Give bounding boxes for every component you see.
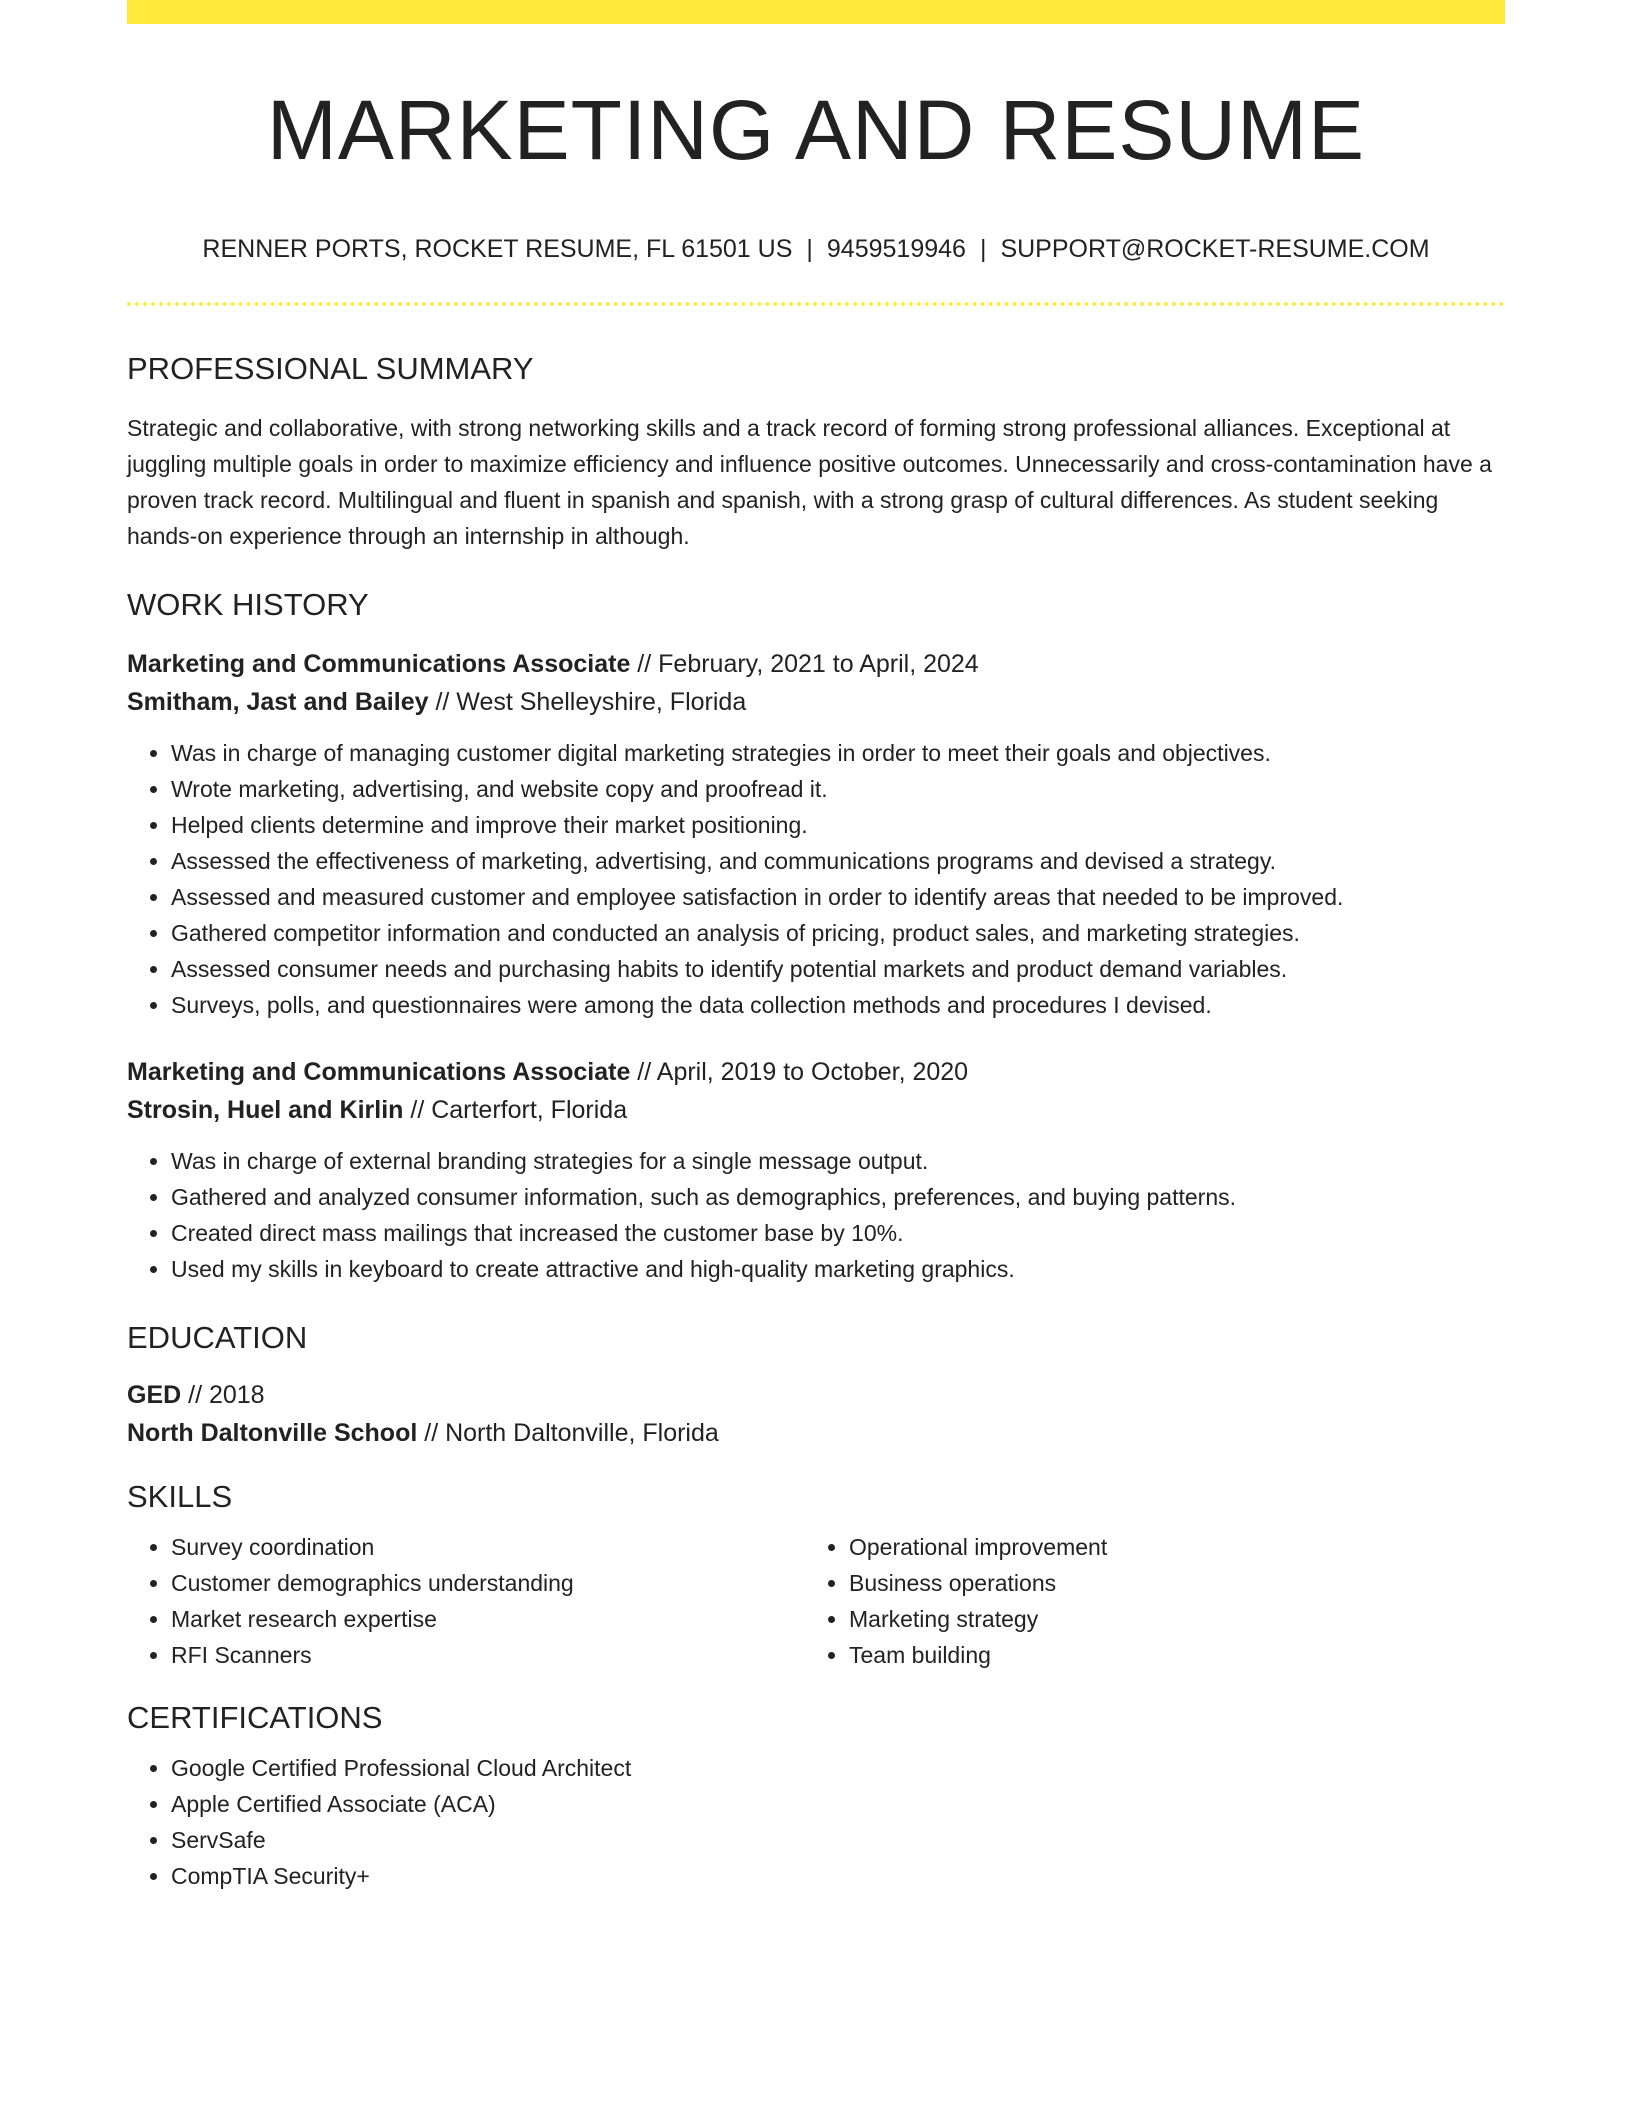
job-bullet: • Assessed and measured customer and employee satisfaction in order to identify areas that needed to be improved. xyxy=(171,879,1505,915)
certification-item: • CompTIA Security+ xyxy=(171,1858,1505,1894)
skills-column-left xyxy=(127,1529,805,1673)
job-company: Smitham, Jast and Bailey xyxy=(127,687,429,716)
contact-separator: | xyxy=(806,235,813,264)
contact-line xyxy=(127,234,1505,264)
skill-item: • Business operations xyxy=(849,1565,1483,1601)
job-bullet: • Wrote marketing, advertising, and website copy and proofread it. xyxy=(171,771,1505,807)
skill-item: • Market research expertise xyxy=(171,1601,805,1637)
top-accent-bar xyxy=(127,0,1505,24)
work-history-heading: WORK HISTORY xyxy=(127,586,369,622)
skills-heading: SKILLS xyxy=(127,1478,233,1514)
resume-name: MARKETING AND RESUME xyxy=(266,83,1366,177)
summary-heading: PROFESSIONAL SUMMARY xyxy=(127,351,534,387)
education-entry xyxy=(127,1376,1505,1452)
job-bullet: • Used my skills in keyboard to create attractive and high-quality marketing graphics. xyxy=(171,1251,1505,1287)
certifications-heading: CERTIFICATIONS xyxy=(127,1700,383,1736)
header-divider xyxy=(127,302,1505,306)
job-entry xyxy=(127,645,1505,1023)
job-company-line xyxy=(127,1091,1505,1129)
job-bullet: • Was in charge of managing customer digital marketing strategies in order to meet their goals and objectives. xyxy=(171,735,1505,771)
certification-item: • ServSafe xyxy=(171,1822,1505,1858)
job-dates: // February, 2021 to April, 2024 xyxy=(630,649,979,678)
job-company-line xyxy=(127,683,1505,721)
skills-list-right xyxy=(805,1529,1483,1673)
skills-columns xyxy=(127,1529,1505,1673)
job-title-line xyxy=(127,1053,1505,1091)
skill-item: • Survey coordination xyxy=(171,1529,805,1565)
education-location: // North Daltonville, Florida xyxy=(417,1418,719,1447)
skill-item: • Operational improvement xyxy=(849,1529,1483,1565)
job-bullets xyxy=(127,735,1505,1023)
skills-column-right xyxy=(805,1529,1483,1673)
education-school-line xyxy=(127,1414,1505,1452)
job-location: // Carterfort, Florida xyxy=(403,1095,628,1124)
education-heading: EDUCATION xyxy=(127,1319,308,1355)
education-degree-line xyxy=(127,1376,1505,1414)
job-bullet: • Helped clients determine and improve their market positioning. xyxy=(171,807,1505,843)
job-entry xyxy=(127,1053,1505,1287)
job-company: Strosin, Huel and Kirlin xyxy=(127,1095,404,1124)
certifications-list xyxy=(127,1750,1505,1894)
job-title-line xyxy=(127,645,1505,683)
certification-item: • Apple Certified Associate (ACA) xyxy=(171,1786,1505,1822)
summary-text: Strategic and collaborative, with strong networking skills and a track record of forming strong professional alliances. Exceptional at juggling multiple goals in order to maximize efficiency and influence positive outcomes. Unnecessarily and cross-contamination have a proven track record. Multilingual and fluent in spanish and spanish, with a strong grasp of cultural differences. As student seeking hands-on experience through an internship in although. xyxy=(127,414,1492,549)
skill-item: • RFI Scanners xyxy=(171,1637,805,1673)
job-bullet: • Gathered competitor information and conducted an analysis of pricing, product sales, and marketing strategies. xyxy=(171,915,1505,951)
job-bullet: • Was in charge of external branding strategies for a single message output. xyxy=(171,1143,1505,1179)
job-bullet: • Assessed the effectiveness of marketing, advertising, and communications programs and devised a strategy. xyxy=(171,843,1505,879)
job-bullets xyxy=(127,1143,1505,1287)
skill-item: • Team building xyxy=(849,1637,1483,1673)
education-year: // 2018 xyxy=(181,1380,265,1409)
job-role: Marketing and Communications Associate xyxy=(127,1057,631,1086)
job-bullet: • Gathered and analyzed consumer information, such as demographics, preferences, and buying patterns. xyxy=(171,1179,1505,1215)
education-degree: GED xyxy=(127,1380,182,1409)
education-school: North Daltonville School xyxy=(127,1418,418,1447)
contact-separator: | xyxy=(979,235,987,264)
skills-list-left xyxy=(127,1529,805,1673)
skill-item: • Marketing strategy xyxy=(849,1601,1483,1637)
job-location: // West Shelleyshire, Florida xyxy=(428,687,747,716)
contact-phone: 9459519946 xyxy=(826,235,966,264)
skill-item: • Customer demographics understanding xyxy=(171,1565,805,1601)
contact-address: RENNER PORTS, ROCKET RESUME, FL 61501 US xyxy=(202,235,793,264)
certification-item: • Google Certified Professional Cloud Architect xyxy=(171,1750,1505,1786)
job-role: Marketing and Communications Associate xyxy=(127,649,631,678)
job-dates: // April, 2019 to October, 2020 xyxy=(630,1057,969,1086)
job-bullet: • Surveys, polls, and questionnaires were among the data collection methods and procedures I devised. xyxy=(171,987,1505,1023)
job-bullet: • Created direct mass mailings that increased the customer base by 10%. xyxy=(171,1215,1505,1251)
contact-email: SUPPORT@ROCKET-RESUME.COM xyxy=(1000,235,1430,264)
job-bullet: • Assessed consumer needs and purchasing habits to identify potential markets and product demand variables. xyxy=(171,951,1505,987)
resume-page xyxy=(127,0,1505,1894)
